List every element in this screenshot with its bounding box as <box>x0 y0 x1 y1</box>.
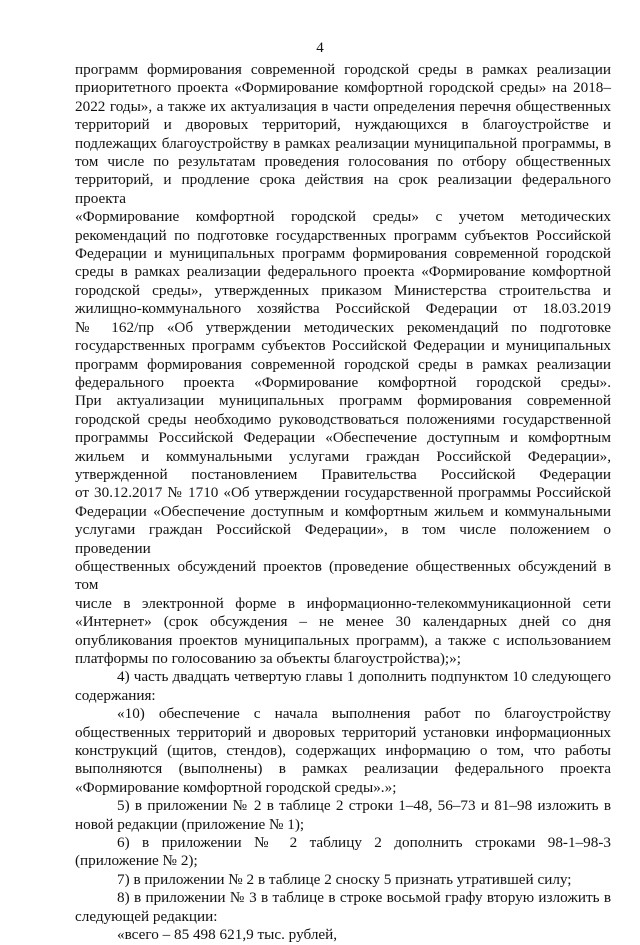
text-line: городской среды», утвержденных приказом Министерства строительства и <box>75 281 611 299</box>
text-line: числе в электронной форме в информационно-телекоммуникационной сети <box>75 594 611 612</box>
text-line: программ формирования современной городской среды в рамках реализации <box>75 61 611 78</box>
text-line: городской среды необходимо руководствоваться положениями государственной <box>75 410 611 428</box>
text-line: 4) часть двадцать четвертую главы 1 дополнить подпунктом 10 следующего <box>117 668 611 686</box>
text-line: содержания: <box>75 686 156 704</box>
text-line: «10) обеспечение с начала выполнения работ по благоустройству <box>117 705 611 723</box>
text-line: том числе по результатам проведения голосования по отбору общественных <box>75 153 611 171</box>
text-line: территорий и дворовых территорий, нуждающихся в благоустройстве и <box>75 116 611 134</box>
text-line: государственных программ субъектов Российской Федерации и муниципальных <box>75 337 611 355</box>
text-line: программы Российской Федерации «Обеспечение доступным и комфортным <box>75 429 611 447</box>
text-line: опубликования проектов муниципальных программ), а также с использованием <box>75 631 611 649</box>
text-line: общественных обсуждений проектов (проведение общественных обсуждений в том <box>75 557 611 594</box>
text-line: Федерации и муниципальных программ формирования современной городской <box>75 245 611 263</box>
text-line: № 162/пр «Об утверждении методических рекомендаций по подготовке <box>75 318 611 336</box>
text-line: следующей редакции: <box>75 907 218 925</box>
text-line: жильем и коммунальными услугами граждан Российской Федерации», <box>75 447 611 465</box>
text-line: 5) в приложении № 2 в таблице 2 строки 1–48, 56–73 и 81–98 изложить в <box>117 797 611 815</box>
text-line: рекомендаций по подготовке государственных программ субъектов Российской <box>75 226 611 244</box>
text-line: территорий, и продление срока действия на срок реализации федерального проекта <box>75 171 611 207</box>
text-line: выполняются (выполнены) в рамках реализации федерального проекта <box>75 760 611 778</box>
text-line: федерального проекта «Формирование комфортной городской среды». <box>75 373 611 391</box>
text-line: услугами граждан Российской Федерации», в том числе положением о проведении <box>75 521 611 557</box>
text-line: платформы по голосованию за объекты благоустройства);»; <box>75 650 461 667</box>
text-line: 8) в приложении № 3 в таблице в строке восьмой графу вторую изложить в <box>117 889 611 907</box>
text-line: от 30.12.2017 № 1710 «Об утверждении государственной программы Российской <box>75 484 611 502</box>
document-body <box>75 61 611 945</box>
text-line: «Формирование комфортной городской среды».»; <box>75 778 397 796</box>
text-line: «Интернет» (срок обсуждения – не менее 30 календарных дней со дня <box>75 613 611 631</box>
text-line: подлежащих благоустройству в рамках реализации муниципальной программы, в <box>75 134 611 152</box>
page-number: 4 <box>316 40 324 56</box>
text-line: программ формирования современной городской среды в рамках реализации <box>75 355 611 373</box>
text-line: 6) в приложении № 2 таблицу 2 дополнить строками 98-1–98-3 <box>117 834 611 852</box>
text-line: «всего – 85 498 621,9 тыс. рублей, <box>117 926 338 944</box>
text-line: «Формирование комфортной городской среды» с учетом методических <box>75 208 611 226</box>
text-line: жилищно-коммунального хозяйства Российской Федерации от 18.03.2019 <box>75 300 611 318</box>
text-line: новой редакции (приложение № 1); <box>75 815 305 833</box>
text-line: среды в рамках реализации федерального проекта «Формирование комфортной <box>75 263 611 281</box>
text-line: 7) в приложении № 2 в таблице 2 сноску 5 признать утратившей силу; <box>117 870 572 888</box>
text-line: конструкций (щитов, стендов), содержащих информацию о том, что работы <box>75 742 611 760</box>
text-line: При актуализации муниципальных программ формирования современной <box>75 392 611 410</box>
text-line: общественных территорий и дворовых территорий установки информационных <box>75 723 611 741</box>
text-line: приоритетного проекта «Формирование комфортной городской среды» на 2018– <box>75 79 611 97</box>
text-line: утвержденной постановлением Правительства Российской Федерации <box>75 465 611 483</box>
text-line: 2022 годы», а также их актуализация в части определения перечня общественных <box>75 97 611 115</box>
text-line: (приложение № 2); <box>75 852 198 870</box>
text-line: Федерации «Обеспечение доступным и комфортным жильем и коммунальными <box>75 502 611 520</box>
